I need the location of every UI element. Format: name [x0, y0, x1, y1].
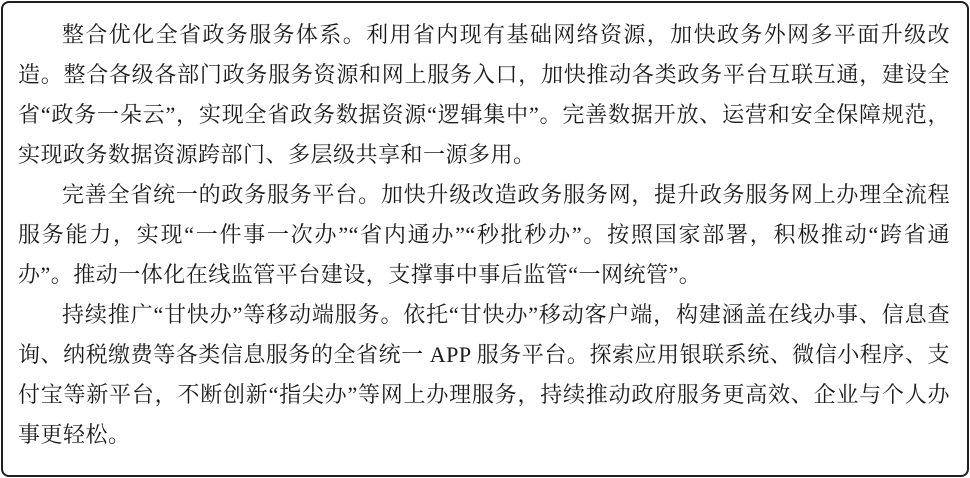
bordered-text-box: [1, 1, 969, 477]
paragraph-unified-service-platform: 完善全省统一的政务服务平台。加快升级改造政务服务网，提升政务服务网上办理全流程服务能力，实现“一件事一次办”“省内通办”“秒批秒办”。按照国家部署，积极推动“跨省通办”。推动一体化在线监管平台建设，支撑事中事后监管“一网统管”。: [18, 182, 950, 287]
paragraph-integrate-gov-service-system: 整合优化全省政务服务体系。利用省内现有基础网络资源，加快政务外网多平面升级改造。整合各级各部门政务服务资源和网上服务入口，加快推动各类政务平台互联互通，建设全省“政务一朵云”，实现全省政务数据资源“逻辑集中”。完善数据开放、运营和安全保障规范，实现政务数据资源跨部门、多层级共享和一源多用。: [18, 22, 950, 167]
paragraph-gankuaiban-mobile-services: 持续推广“甘快办”等移动端服务。依托“甘快办”移动客户端，构建涵盖在线办事、信息查询、纳税缴费等各类信息服务的全省统一 APP 服务平台。探索应用银联系统、微信小程序、支付宝等新平台，不断创新“指尖办”等网上办理服务，持续推动政府服务更高效、企业与个人办事更轻松。: [18, 302, 950, 447]
